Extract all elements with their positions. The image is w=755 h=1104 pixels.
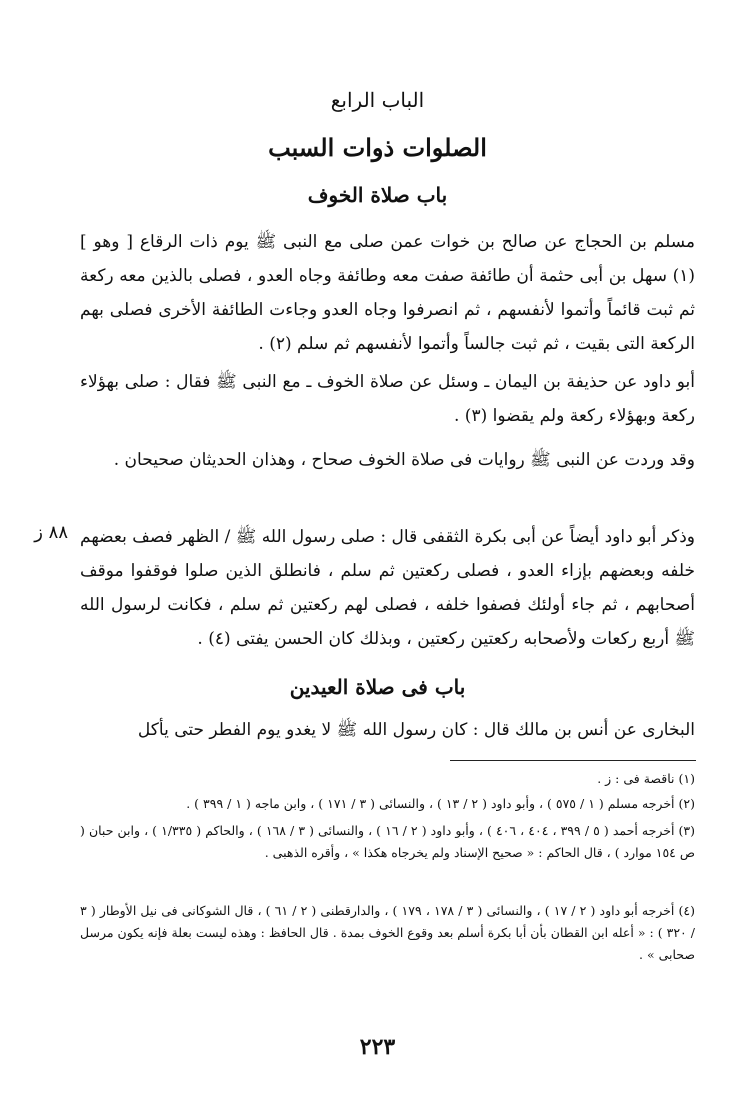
section-heading-fear-prayer: باب صلاة الخوف bbox=[307, 183, 448, 207]
paragraph-narrations-note: وقد وردت عن النبى ﷺ روايات فى صلاة الخوف صحاح ، وهذان الحديثان صحيحان . bbox=[113, 450, 695, 470]
footnote-divider bbox=[450, 760, 696, 761]
footnote-1: (١) ناقصة فى : ز . bbox=[597, 771, 695, 786]
chapter-label: الباب الرابع bbox=[330, 88, 425, 112]
paragraph-bukhari-anas: البخارى عن أنس بن مالك قال : كان رسول الله ﷺ لا يغدو يوم الفطر حتى يأكل bbox=[137, 720, 695, 740]
footnote-4: (٤) أخرجه أبو داود ( ٢ / ١٧ ) ، والنسائى ( ٣ / ١٧٨ ، ١٧٩ ) ، والدارقطنى ( ٢ / ٦١ ) ، قال الشوكانى فى نيل الأوطار ( ٣ / ٣٢٠ ) : « أعله ابن القطان بأن أبا بكرة أسلم بعد وقوع الخوف بمدة . قال الحافظ : وهذه ليست بعلة فإنه يكون مرسل صحابى » . bbox=[80, 903, 695, 962]
section-heading-eid-prayer: باب فى صلاة العيدين bbox=[289, 675, 466, 699]
page-title: الصلوات ذوات السبب bbox=[268, 133, 487, 162]
footnote-3: (٣) أخرجه أحمد ( ٥ / ٣٩٩ ، ٤٠٤ ، ٤٠٦ ) ، وأبو داود ( ٢ / ١٦ ) ، والنسائى ( ٣ / ١٦٨ ) ، والحاكم ( ١/٣٣٥ ) ، وابن حبان ( ص ١٥٤ موارد ) ، قال الحاكم : « صحيح الإسناد ولم يخرجاه هكذا » ، وأقره الذهبى . bbox=[80, 823, 695, 860]
paragraph-muslim-hadith: مسلم بن الحجاج عن صالح بن خوات عمن صلى مع النبى ﷺ يوم ذات الرقاع [ وهو ] (١) سهل بن أبى حثمة أن طائفة صفت معه وطائفة وجاه العدو ، فصلى بالذين معه ركعة ثم ثبت قائماً وأتموا لأنفسهم ، ثم انصرفوا وجاه العدو وجاءت الطائفة الأخرى فصلى بهم الركعة التى بقيت ، ثم ثبت جالساً وأتموا لأنفسهم ثم سلم (٢) . bbox=[80, 232, 695, 354]
page-number: ٢٢٣ bbox=[359, 1034, 396, 1060]
paragraph-abu-dawud-hudhayfa: أبو داود عن حذيفة بن اليمان ـ وسئل عن صلاة الخوف ـ مع النبى ﷺ فقال : صلى بهؤلاء ركعة وبهؤلاء ركعة ولم يقضوا (٣) . bbox=[80, 372, 695, 426]
paragraph-abu-bakra-hadith: وذكر أبو داود أيضاً عن أبى بكرة الثقفى قال : صلى رسول الله ﷺ / الظهر فصف بعضهم خلفه وبعضهم بإزاء العدو ، فصلى ركعتين ثم سلم ، فانطلق الذين صلوا فوقفوا موقف أصحابهم ، ثم جاء أولئك فصفوا خلفه ، فصلى لهم ركعتين ثم سلم ، فكانت لرسول الله ﷺ أربع ركعات ولأصحابه ركعتين ركعتين ، وبذلك كان الحسن يفتى (٤) . bbox=[80, 527, 695, 649]
footnote-2: (٢) أخرجه مسلم ( ١ / ٥٧٥ ) ، وأبو داود ( ٢ / ١٣ ) ، والنسائى ( ٣ / ١٧١ ) ، وابن ماجه ( ١ / ٣٩٩ ) . bbox=[186, 796, 695, 811]
margin-manuscript-ref: ٨٨ ز bbox=[34, 522, 68, 543]
